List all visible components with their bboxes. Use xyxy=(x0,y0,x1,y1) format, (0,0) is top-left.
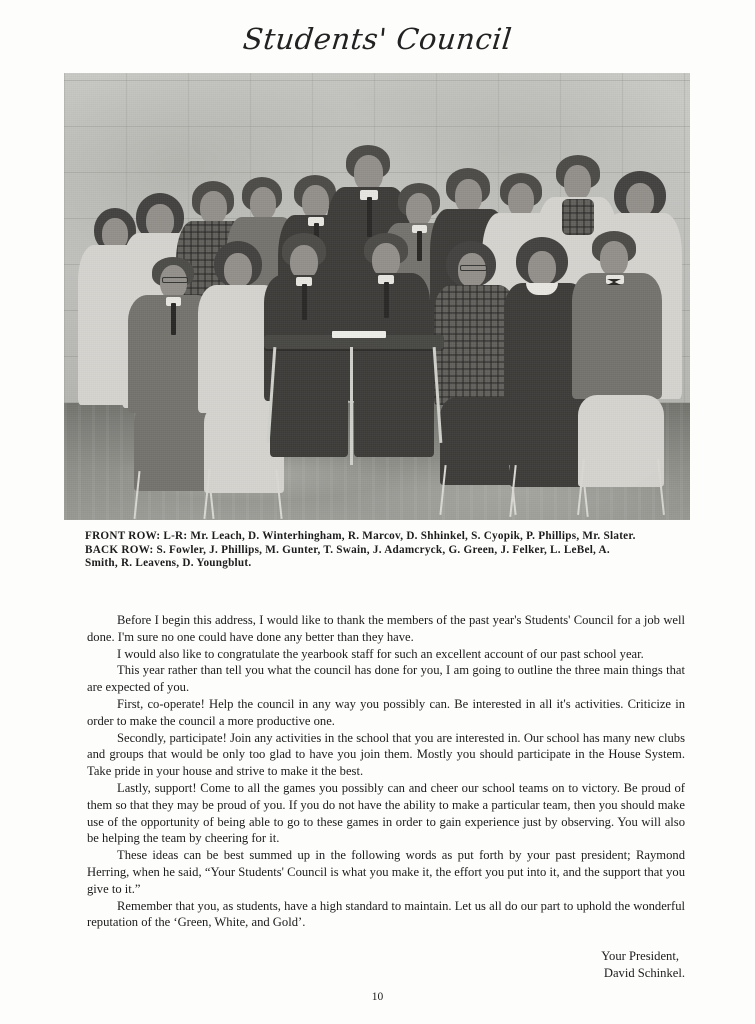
photo-content xyxy=(64,73,690,520)
signature-title: Your President, xyxy=(601,949,679,963)
address-signature xyxy=(87,948,685,982)
address-paragraph: Secondly, participate! Join any activities in the school that you are interested in. Our school has many new clubs and groups that would be only too glad to have you join them. Mostly you should participate in the House System. Take pride in your house and strive to make it the best. xyxy=(87,730,685,779)
caption-back-row-line-2: Smith, R. Leavens, D. Youngblut. xyxy=(85,557,252,570)
president-address-body xyxy=(87,612,685,931)
signature-name: David Schinkel. xyxy=(603,965,685,980)
caption-front-row: FRONT ROW: L-R: Mr. Leach, D. Winterhingham, R. Marcov, D. Shhinkel, S. Cyopik, P. Phillips, Mr. Slater. xyxy=(85,530,636,542)
photo-table-leg-center xyxy=(350,347,353,465)
address-paragraph: First, co-operate! Help the council in any way you possibly can. Be interested in all it's activities. Criticize in order to make the council a more productive one. xyxy=(87,696,685,728)
address-paragraph: These ideas can be best summed up in the following words as put forth by your past president; Raymond Herring, when he said, “Your Students' Council is what you make it, the effort you put into it, and the support that you give to it.” xyxy=(87,848,685,896)
students-council-group-photo xyxy=(64,73,690,520)
address-paragraph: Lastly, support! Come to all the games you possibly can and cheer our school teams on to victory. Be proud of them so that they may be proud of you. If you do not have the ability to make a particular team, then you should make use of the opportunity of being able to go to these games in order to gain experience just by observing. You will also be helping the team by cheering for it. xyxy=(87,780,685,846)
address-paragraph: I would also like to congratulate the yearbook staff for such an excellent account of our past school year. xyxy=(117,646,644,661)
address-paragraph: Before I begin this address, I would like to thank the members of the past year's Students' Council for a job well done. I'm sure no one could have done any better than they have. xyxy=(87,613,685,644)
address-paragraph: This year rather than tell you what the council has done for you, I am going to outline the three main things that are expected of you. xyxy=(87,663,685,695)
photo-table-paper xyxy=(332,331,386,338)
page-title: Students' Council xyxy=(241,22,514,56)
address-paragraph: Remember that you, as students, have a high standard to maintain. Let us all do our part to uphold the wonderful reputation of the ‘Green, White, and Gold’. xyxy=(87,898,685,930)
caption-back-row-line-1: BACK ROW: S. Fowler, J. Phillips, M. Gunter, T. Swain, J. Adamcryck, G. Green, J. Felker, L. LeBel, A. xyxy=(85,543,610,556)
page-number: 10 xyxy=(371,991,384,1003)
photo-caption xyxy=(85,530,693,571)
